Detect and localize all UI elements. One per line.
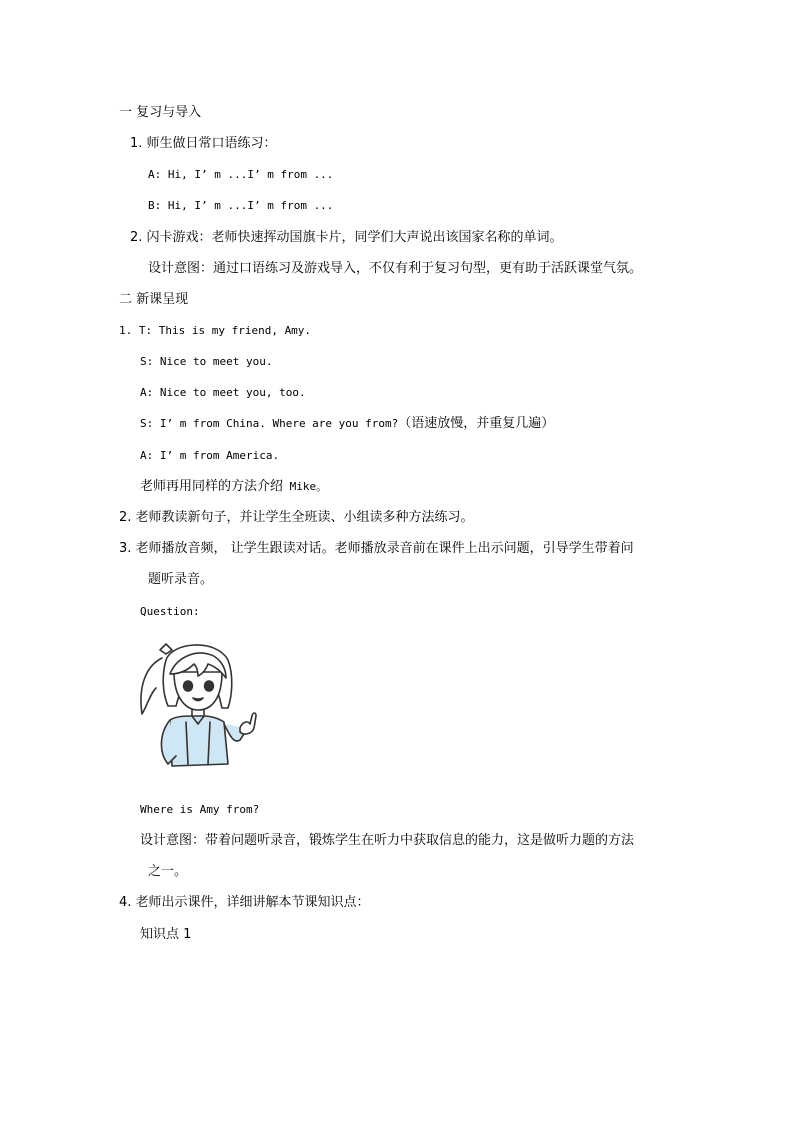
teacher-introduces-mike-en: Mike。 [283, 480, 328, 493]
question-label: Question: [140, 605, 200, 618]
section-heading-new-lesson: 二 新课呈现 [119, 292, 189, 307]
teacher-introduces-mike [140, 478, 327, 496]
dialogue-line-a2: A: I’ m from America. [140, 449, 280, 462]
dialogue-line-s1: S: Nice to meet you. [140, 355, 273, 368]
dialogue-line-s2-note: （语速放慢，并重复几遍） [398, 416, 555, 431]
design-intent-2: 设计意图：带着问题听录音，锻炼学生在听力中获取信息的能力，这是做听力题的方法 [140, 833, 635, 848]
knowledge-point-1: 知识点 1 [140, 927, 192, 942]
cartoon-girl-illustration [136, 636, 258, 776]
step-3-play-audio-cont: 题听录音。 [148, 572, 214, 587]
dialogue-line-teacher: 1. T: This is my friend, Amy. [119, 324, 312, 337]
step-1-daily-oral-practice: 1. 师生做日常口语练习： [130, 136, 277, 151]
dialogue-line-b-review: B: Hi, I’ m ...I’ m from ... [148, 199, 334, 212]
dialogue-line-a1: A: Nice to meet you, too. [140, 386, 306, 399]
dialogue-line-s2 [140, 415, 554, 433]
dialogue-line-s2-english: S: I’ m from China. Where are you from? [140, 417, 399, 430]
section-heading-review: 一 复习与导入 [119, 105, 202, 120]
step-4-knowledge-points: 4. 老师出示课件，详细讲解本节课知识点： [119, 895, 370, 910]
dialogue-line-a-review: A: Hi, I’ m ...I’ m from ... [148, 168, 334, 181]
step-2-new-sentences: 2. 老师教读新句子，并让学生全班读、小组读多种方法练习。 [119, 510, 474, 525]
question-text: Where is Amy from? [140, 803, 260, 816]
teacher-introduces-mike-cn: 老师再用同样的方法介绍 [140, 479, 284, 494]
step-3-play-audio: 3. 老师播放音频， 让学生跟读对话。老师播放录音前在课件上出示问题，引导学生带着问 [119, 541, 634, 556]
design-intent-2-cont: 之一。 [148, 864, 188, 879]
design-intent-1: 设计意图：通过口语练习及游戏导入，不仅有利于复习句型，更有助于活跃课堂气氛。 [148, 261, 643, 276]
step-2-flash-card-game: 2. 闪卡游戏：老师快速挥动国旗卡片，同学们大声说出该国家名称的单词。 [130, 230, 563, 245]
